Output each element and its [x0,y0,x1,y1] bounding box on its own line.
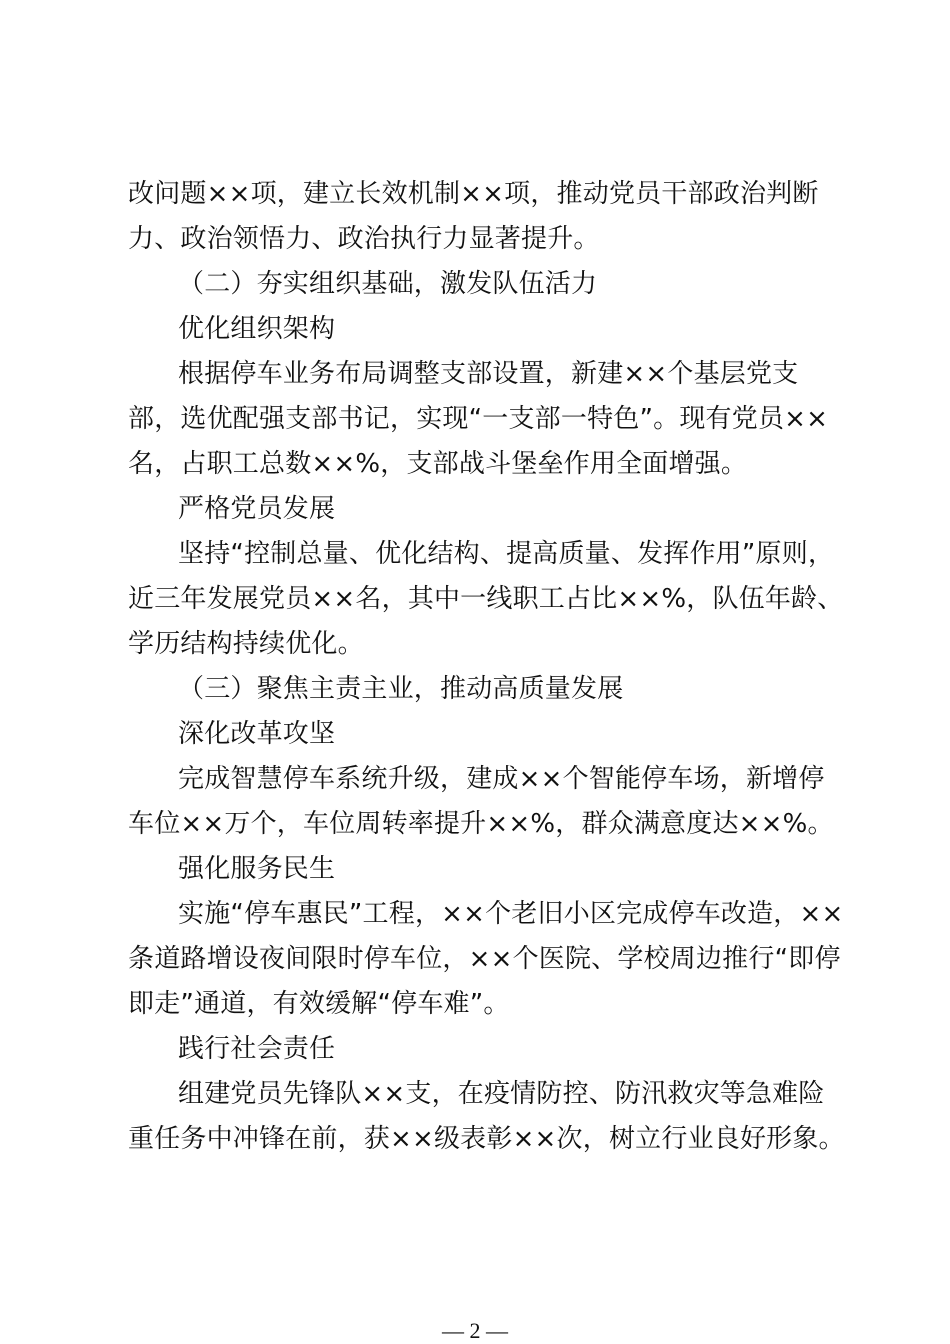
section-heading: （二）夯实组织基础，激发队伍活力 [178,269,598,299]
paragraph-line: 车位××万个，车位周转率提升××%，群众满意度达××%。 [128,809,834,839]
paragraph-line: 实施“停车惠民”工程，××个老旧小区完成停车改造，×× [178,899,844,929]
subheading: 强化服务民生 [178,854,336,884]
subheading: 深化改革攻坚 [178,719,336,749]
paragraph-line: 部，选优配强支部书记，实现“一支部一特色”。现有党员×× [128,404,829,434]
subheading: 优化组织架构 [178,314,336,344]
subheading: 严格党员发展 [178,494,336,524]
paragraph-line: 即走”通道，有效缓解“停车难”。 [128,989,510,1019]
paragraph-line: 组建党员先锋队××支，在疫情防控、防汛救灾等急难险 [178,1079,825,1109]
paragraph-line: 改问题××项，建立长效机制××项，推动党员干部政治判断 [128,179,819,209]
subheading: 践行社会责任 [178,1034,336,1064]
page-number: — 2 — [442,1318,508,1343]
paragraph-line: 力、政治领悟力、政治执行力显著提升。 [128,224,600,254]
paragraph-line: 学历结构持续优化。 [128,629,364,659]
paragraph-line: 根据停车业务布局调整支部设置，新建××个基层党支 [178,359,799,389]
body-text [128,172,845,1162]
section-heading: （三）聚焦主责主业，推动高质量发展 [178,674,624,704]
paragraph-line: 坚持“控制总量、优化结构、提高质量、发挥作用”原则， [178,539,835,569]
paragraph-line: 完成智慧停车系统升级，建成××个智能停车场，新增停 [178,764,825,794]
paragraph-line: 条道路增设夜间限时停车位，××个医院、学校周边推行“即停 [128,944,841,974]
paragraph-line: 重任务中冲锋在前，获××级表彰××次，树立行业良好形象。 [128,1124,845,1154]
paragraph-line: 名，占职工总数××%，支部战斗堡垒作用全面增强。 [128,449,748,479]
paragraph-line: 近三年发展党员××名，其中一线职工占比××%，队伍年龄、 [128,584,844,614]
